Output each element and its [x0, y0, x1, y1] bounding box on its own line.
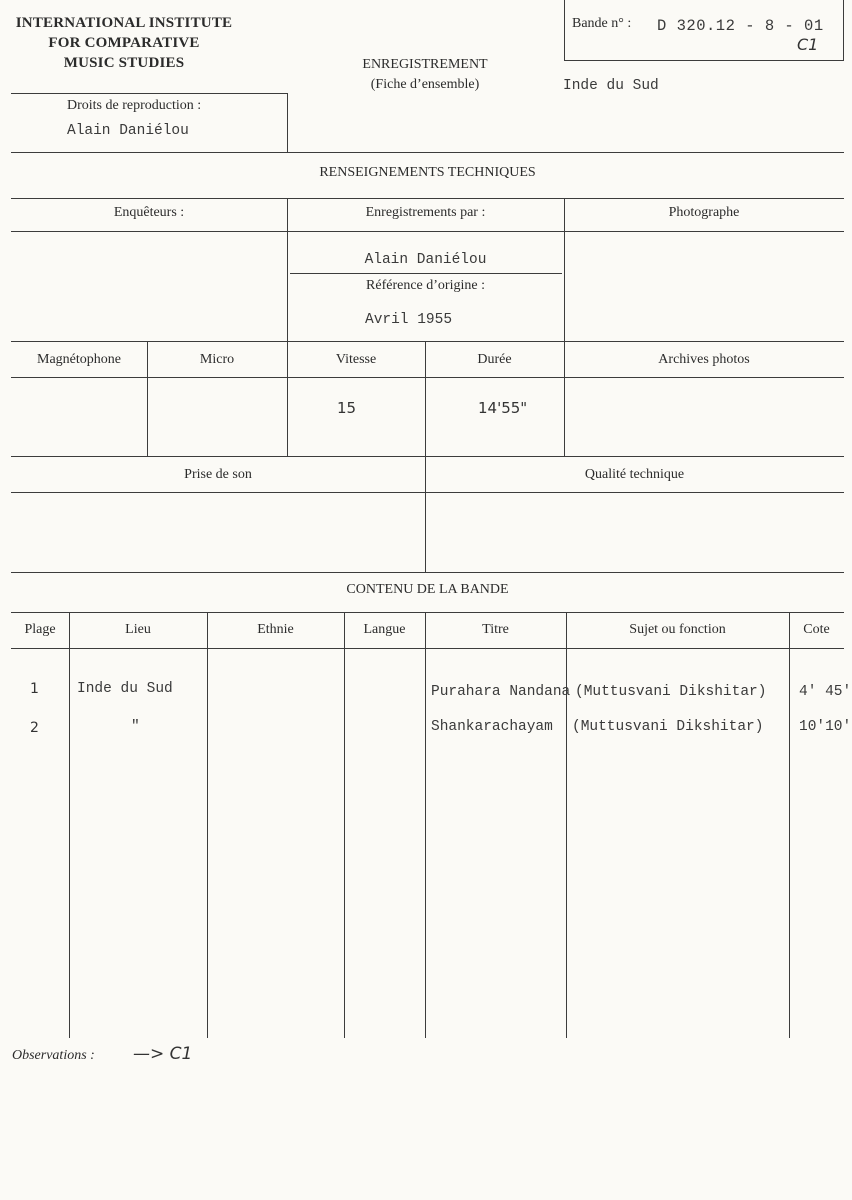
contents-divider-lieu	[207, 612, 208, 1038]
bande-box-left-border	[564, 0, 565, 60]
contents-divider-plage	[69, 612, 70, 1038]
col-cote-header: Cote	[803, 622, 830, 637]
equipment-top-rule	[11, 341, 844, 342]
row-1-sujet: (Muttusvani Dikshitar)	[575, 684, 767, 700]
bande-box-bottom-border	[564, 60, 844, 61]
tech-col-divider-2	[564, 198, 565, 341]
row-1-titre: Purahara Nandana	[431, 684, 571, 700]
institute-line-3: MUSIC STUDIES	[63, 55, 185, 71]
col-plage-header: Plage	[24, 622, 56, 637]
contents-top-rule	[11, 572, 844, 573]
institute-name	[8, 13, 240, 73]
duree-label: Durée	[477, 352, 512, 367]
contents-divider-sujet	[789, 612, 790, 1038]
col-langue-header: Langue	[363, 622, 406, 637]
magnetophone-label: Magnétophone	[37, 352, 121, 367]
tech-subheader-rule	[11, 231, 844, 232]
col-sujet-header: Sujet ou fonction	[629, 622, 726, 637]
row-2-cote: 10'10'	[799, 719, 852, 735]
rights-box-top-border	[11, 93, 288, 94]
row-2-sujet: (Muttusvani Dikshitar)	[572, 719, 764, 735]
prise-label: Prise de son	[184, 467, 252, 482]
bande-label: Bande n° :	[572, 16, 632, 31]
institute-line-2: FOR COMPARATIVE	[48, 35, 200, 51]
reference-value: Avril 1955	[365, 312, 453, 328]
micro-label: Micro	[199, 352, 235, 367]
photographe-label: Photographe	[668, 205, 740, 220]
equipment-divider-2	[287, 341, 288, 456]
col-titre-header: Titre	[482, 622, 509, 637]
enqueteurs-label: Enquêteurs :	[113, 205, 185, 220]
qualite-label: Qualité technique	[584, 467, 685, 482]
rights-value: Alain Daniélou	[67, 123, 189, 139]
prise-header-rule	[11, 492, 844, 493]
prise-top-rule	[11, 456, 844, 457]
equipment-divider-4	[564, 341, 565, 456]
equipment-divider-3	[425, 341, 426, 456]
bande-handwritten-note: C1	[797, 35, 819, 54]
rights-label: Droits de reproduction :	[67, 98, 202, 113]
technical-header-rule	[11, 198, 844, 199]
row-2-plage: 2	[30, 720, 39, 736]
contents-header-bottom-rule	[11, 648, 844, 649]
contents-header-top-rule	[11, 612, 844, 613]
form-title-block	[330, 55, 520, 95]
rights-box-right-border	[287, 93, 288, 152]
col-lieu-header: Lieu	[125, 622, 151, 637]
tech-col-divider-1	[287, 198, 288, 341]
vitesse-label: Vitesse	[335, 352, 377, 367]
form-subtitle: (Fiche d’ensemble)	[370, 77, 480, 92]
observations-value: —> C1	[133, 1044, 193, 1064]
enregistrements-value: Alain Daniélou	[364, 252, 487, 268]
contents-divider-titre	[566, 612, 567, 1038]
observations-label: Observations :	[12, 1048, 95, 1063]
reference-label: Référence d’origine :	[366, 278, 485, 293]
region-value: Inde du Sud	[563, 78, 659, 94]
col-ethnie-header: Ethnie	[257, 622, 294, 637]
row-2-titre: Shankarachayam	[431, 719, 553, 735]
reference-rule	[290, 273, 562, 274]
form-title: ENREGISTREMENT	[362, 57, 488, 72]
enregistrements-label: Enregistrements par :	[365, 205, 486, 220]
technical-top-rule	[11, 152, 844, 153]
row-2-lieu: "	[131, 719, 140, 735]
contents-section-title: CONTENU DE LA BANDE	[346, 582, 509, 597]
row-1-lieu: Inde du Sud	[77, 681, 173, 697]
bande-box-right-border	[843, 0, 844, 60]
equipment-divider-1	[147, 341, 148, 456]
institute-line-1: INTERNATIONAL INSTITUTE	[15, 15, 233, 31]
prise-divider	[425, 456, 426, 572]
vitesse-value: 15	[337, 399, 357, 417]
technical-section-title: RENSEIGNEMENTS TECHNIQUES	[319, 165, 536, 180]
duree-value: 14'55"	[478, 399, 528, 417]
row-1-plage: 1	[30, 681, 39, 697]
equipment-header-rule	[11, 377, 844, 378]
archives-label: Archives photos	[658, 352, 750, 367]
contents-divider-langue	[425, 612, 426, 1038]
row-1-cote: 4' 45'	[799, 684, 852, 700]
contents-divider-ethnie	[344, 612, 345, 1038]
bande-number: D 320.12 - 8 - 01	[657, 17, 824, 35]
